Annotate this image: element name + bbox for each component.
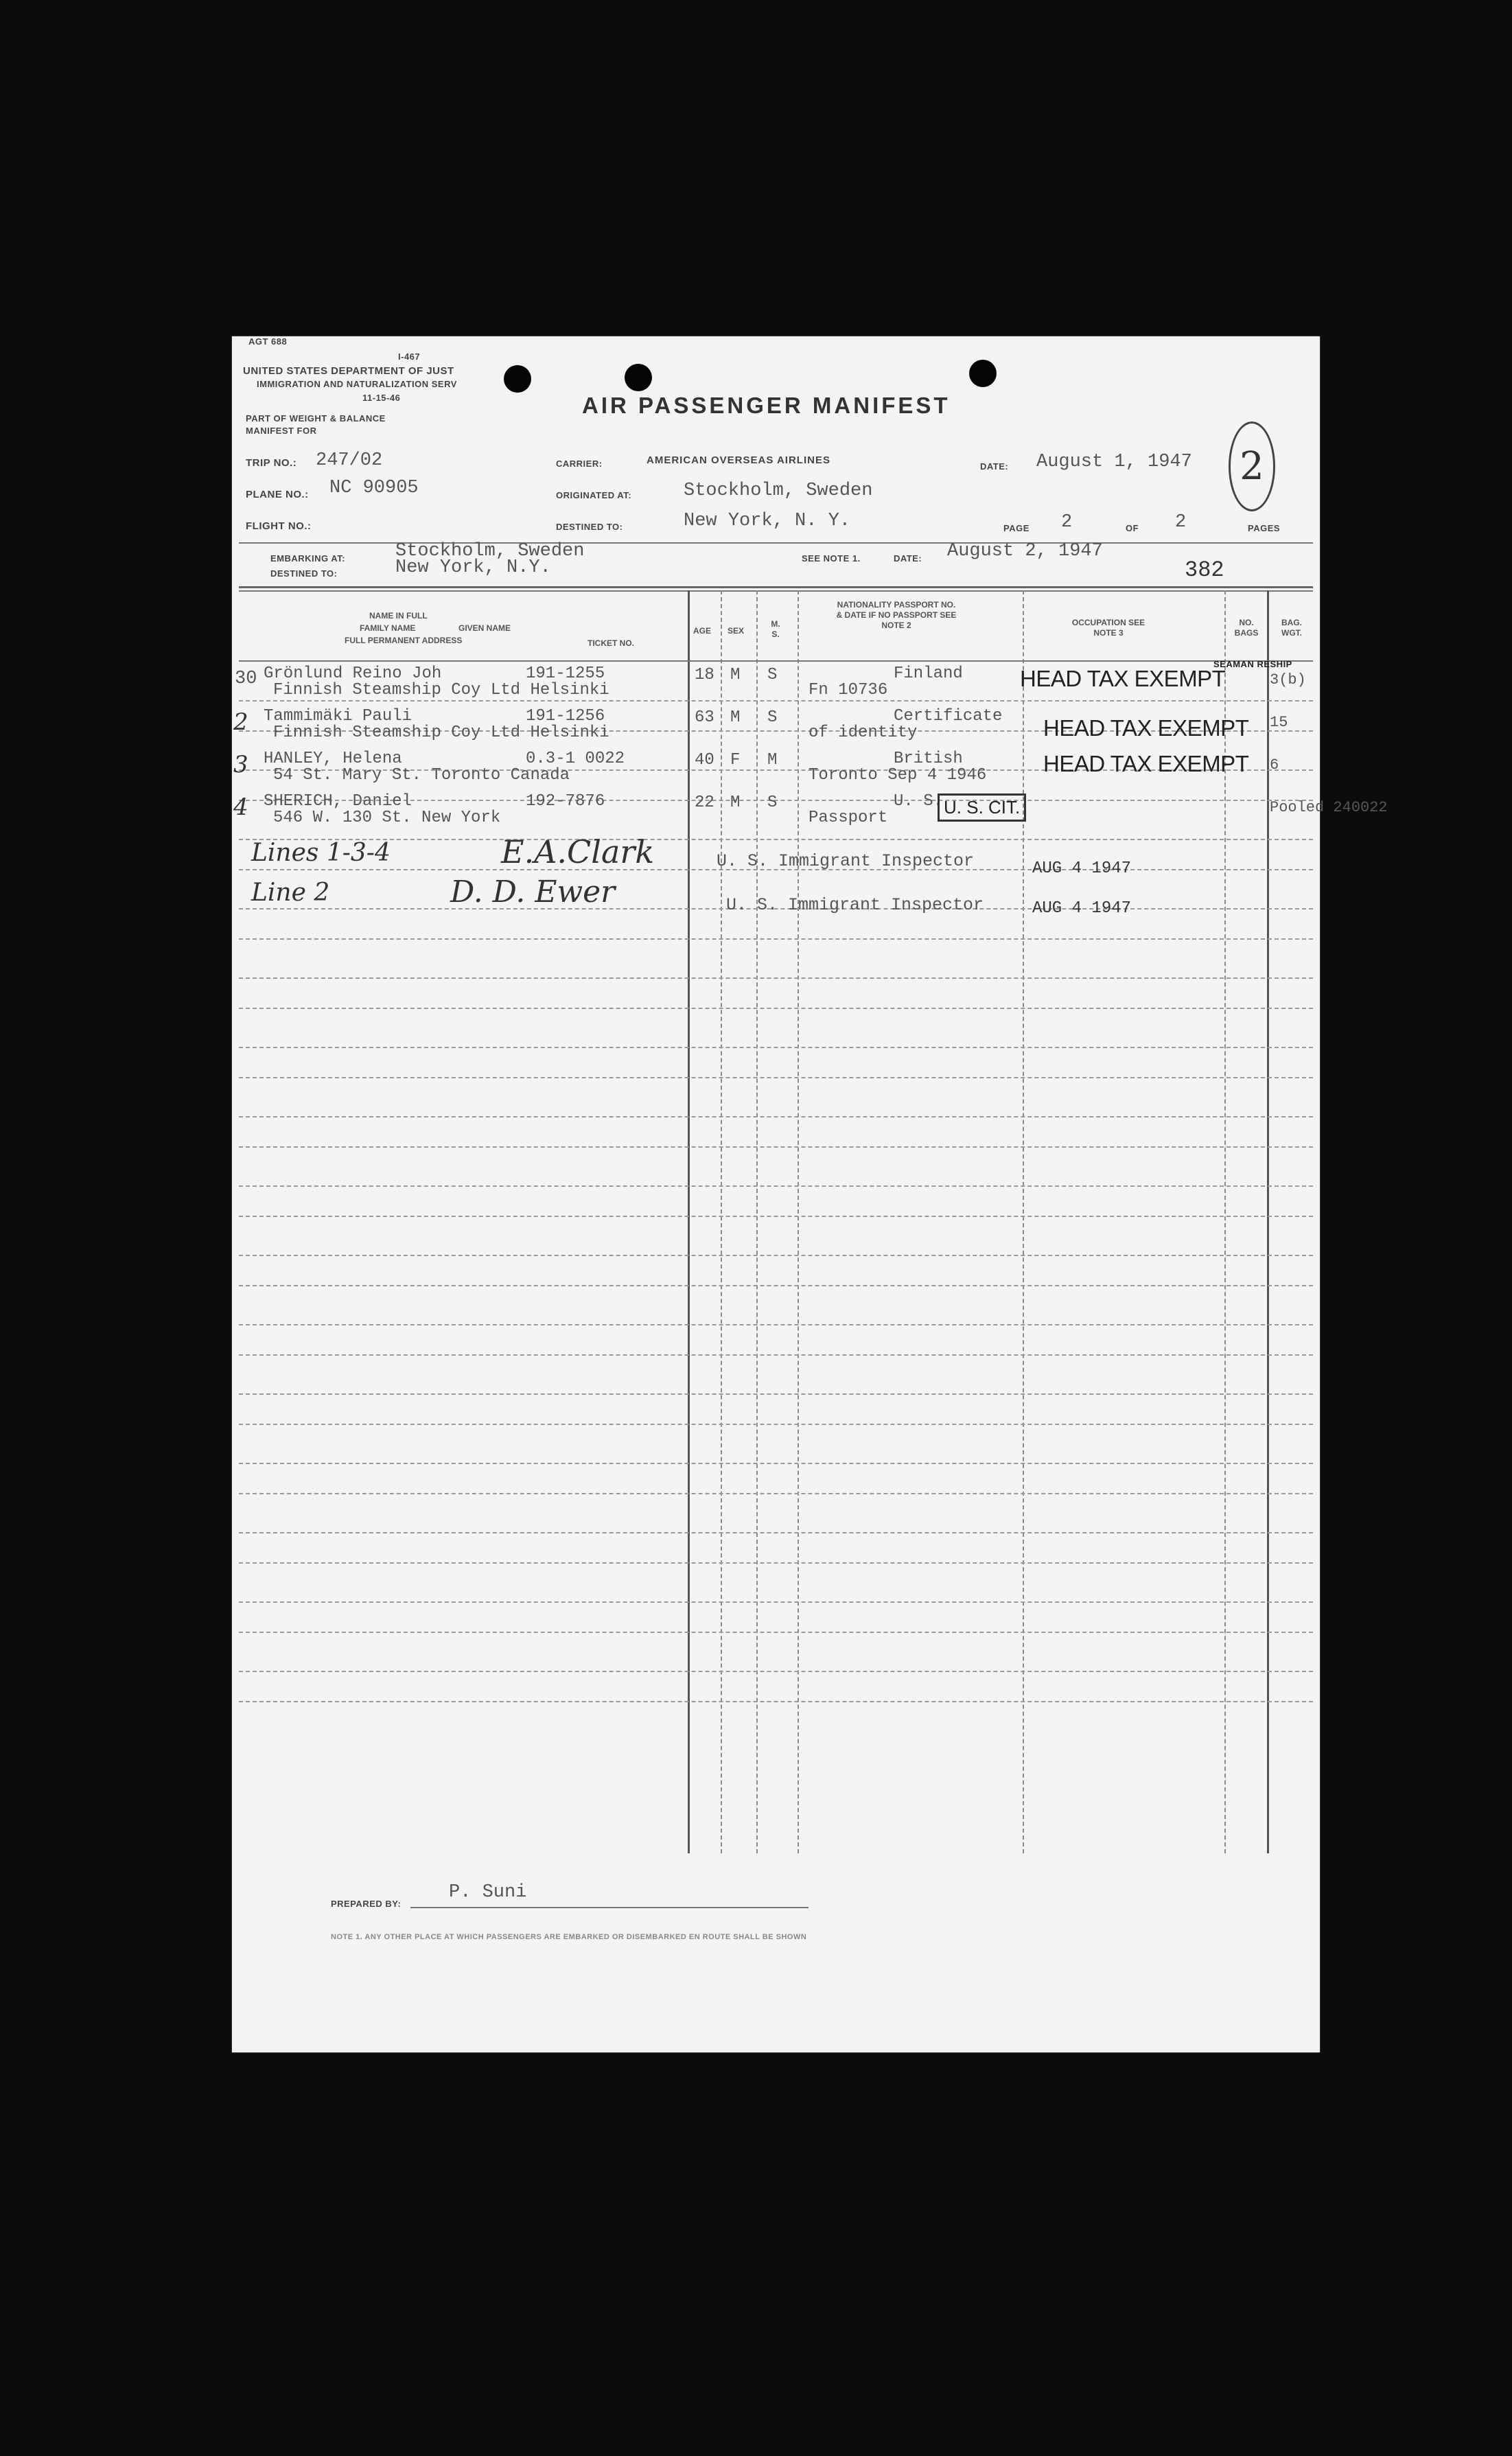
signature-lines-label: Line 2 — [251, 879, 330, 907]
column-rule — [721, 590, 722, 1853]
signature-inspector: D. D. Ewer — [450, 874, 616, 910]
row-line-mark: 3 — [233, 751, 248, 778]
row-bags: 15 — [1270, 714, 1288, 731]
date-label: DATE: — [980, 461, 1009, 472]
page-label: PAGE — [1003, 523, 1030, 533]
ruled-line — [239, 1255, 1313, 1256]
date2-value: August 2, 1947 — [947, 541, 1103, 561]
citizen-stamp: U. S. CIT. — [938, 793, 1026, 822]
table-top-rule — [239, 586, 1313, 588]
col-head-address: FULL PERMANENT ADDRESS — [345, 636, 463, 645]
row-age: 40 — [695, 751, 714, 769]
prepared-by-line — [410, 1907, 809, 1908]
column-rule — [1267, 590, 1269, 1853]
row-nationality: Finland — [894, 664, 963, 683]
col-head-name: NAME IN FULL — [369, 611, 428, 621]
row-marital: M — [767, 751, 778, 769]
ruled-line — [239, 1008, 1313, 1009]
ruled-line — [239, 1354, 1313, 1356]
column-rule — [1023, 590, 1024, 1853]
prepared-by-value: P. Suni — [449, 1882, 527, 1903]
manifest-sheet — [232, 336, 1388, 2052]
ruled-line — [239, 1285, 1313, 1286]
ruled-line — [239, 1077, 1313, 1078]
col-head-occupation: OCCUPATION SEE NOTE 3 — [1071, 618, 1145, 638]
see-note-label: SEE NOTE 1. — [802, 553, 861, 564]
date2-label: DATE: — [894, 553, 922, 564]
row-address: Finnish Steamship Coy Ltd Helsinki — [273, 723, 609, 742]
row-marital: S — [767, 708, 778, 727]
form-date: 11-15-46 — [362, 393, 401, 403]
row-bags: 6 — [1270, 756, 1279, 774]
weight-balance: PART OF WEIGHT & BALANCE — [246, 413, 386, 424]
flight-label: FLIGHT NO.: — [246, 520, 312, 532]
row-passport: of identity — [809, 723, 918, 742]
trip-value: 247/02 — [316, 450, 383, 471]
manifest-for: MANIFEST FOR — [246, 426, 317, 436]
row-name: Grönlund Reino Joh — [264, 664, 442, 683]
col-head-sex: SEX — [728, 626, 745, 636]
row-name: SHERICH, Daniel — [264, 792, 412, 811]
col-head-bags: NO. BAGS — [1234, 618, 1259, 638]
col-head-weight: BAG. WGT. — [1281, 618, 1302, 638]
destined-to-label: DESTINED TO: — [270, 568, 338, 579]
col-head-ms: M. S. — [771, 619, 780, 639]
row-sex: M — [730, 666, 741, 684]
punch-hole — [504, 365, 531, 393]
column-rule — [798, 590, 799, 1853]
row-marital: S — [767, 793, 778, 812]
header-bottom-rule — [239, 660, 1313, 662]
row-ticket: 191-1255 — [526, 664, 605, 683]
serial-number: 382 — [1185, 557, 1224, 583]
ruled-line — [239, 1601, 1313, 1603]
row-ticket: 192-7876 — [526, 792, 605, 811]
row-name: HANLEY, Helena — [264, 750, 402, 768]
row-nationality: Certificate — [894, 707, 1003, 726]
ruled-line — [239, 839, 1313, 840]
inspector-role: U. S. Immigrant Inspector — [717, 851, 975, 871]
row-age: 63 — [695, 708, 714, 727]
row-bags: 3(b) — [1270, 671, 1306, 688]
plane-value: NC 90905 — [329, 478, 419, 498]
originated-label: ORIGINATED AT: — [556, 490, 632, 500]
col-head-ticket: TICKET NO. — [588, 638, 634, 648]
row-address: 546 W. 130 St. New York — [273, 809, 501, 827]
footer-note: NOTE 1. ANY OTHER PLACE AT WHICH PASSENGERS ARE EMBARKED OR DISEMBARKED EN ROUTE SHALL BE SHOWN — [331, 1933, 807, 1941]
row-line-mark: 4 — [233, 793, 248, 821]
ruled-line — [239, 1532, 1313, 1533]
inspector-date: AUG 4 1947 — [1032, 859, 1132, 878]
page-title: AIR PASSENGER MANIFEST — [582, 393, 951, 418]
inspector-role: U. S. Immigrant Inspector — [726, 895, 984, 915]
col-head-nationality: NATIONALITY PASSPORT NO. & DATE IF NO PASSPORT SEE NOTE 2 — [836, 600, 957, 630]
column-rule — [1224, 590, 1226, 1853]
plane-label: PLANE NO.: — [246, 489, 309, 500]
pages-label: PAGES — [1248, 523, 1281, 533]
department: UNITED STATES DEPARTMENT OF JUST — [243, 365, 454, 377]
col-head-given: GIVEN NAME — [458, 623, 511, 633]
destined-value: New York, N. Y. — [684, 511, 851, 531]
row-sex: M — [730, 708, 741, 727]
row-name: Tammimäki Pauli — [264, 707, 412, 726]
signature-inspector: E.A.Clark — [501, 833, 655, 870]
row-sex: F — [730, 751, 741, 769]
row-passport: Fn 10736 — [809, 681, 888, 699]
destined-to-value: New York, N.Y. — [395, 557, 551, 578]
embarking-value: Stockholm, Sweden — [395, 541, 585, 561]
row-sex: M — [730, 793, 741, 812]
row-line-number: 30 — [235, 669, 257, 689]
head-tax-exempt-stamp: HEAD TAX EXEMPT — [1043, 751, 1249, 776]
ruled-line — [239, 1424, 1313, 1425]
ruled-line — [239, 1562, 1313, 1564]
ruled-line — [239, 700, 1313, 702]
embarking-label: EMBARKING AT: — [270, 553, 346, 564]
circled-page-number: 2 — [1229, 421, 1275, 511]
head-tax-exempt-stamp: HEAD TAX EXEMPT — [1020, 666, 1226, 691]
row-nationality: British — [894, 750, 963, 768]
ruled-line — [239, 938, 1313, 940]
punch-hole — [625, 364, 652, 391]
inspector-date: AUG 4 1947 — [1032, 899, 1132, 918]
form-number: I-467 — [398, 351, 421, 362]
column-rule — [688, 590, 690, 1853]
trip-label: TRIP NO.: — [246, 457, 297, 469]
col-head-family: FAMILY NAME — [360, 623, 416, 633]
destined-label: DESTINED TO: — [556, 522, 623, 532]
ruled-line — [239, 1116, 1313, 1117]
row-passport: Toronto Sep 4 1946 — [809, 766, 987, 785]
prepared-by-label: PREPARED BY: — [331, 1899, 402, 1909]
of-label: OF — [1126, 523, 1139, 533]
row-age: 18 — [695, 666, 714, 684]
ruled-line — [239, 1324, 1313, 1325]
row-address: Finnish Steamship Coy Ltd Helsinki — [273, 681, 609, 699]
ruled-line — [239, 1185, 1313, 1187]
ruled-line — [239, 1632, 1313, 1633]
row-bags: Pooled 240022 — [1270, 799, 1388, 816]
row-ticket: 191-1256 — [526, 707, 605, 726]
ruled-line — [239, 1216, 1313, 1217]
col-head-age: AGE — [693, 626, 712, 636]
form-code: AGT 688 — [248, 336, 288, 347]
ruled-line — [239, 977, 1313, 979]
punch-hole — [969, 360, 997, 387]
originated-value: Stockholm, Sweden — [684, 480, 873, 501]
row-ticket: 0.3-1 0022 — [526, 750, 625, 768]
seaman-stamp: SEAMAN RESHIP — [1213, 659, 1292, 669]
carrier-label: CARRIER: — [556, 459, 603, 469]
ruled-line — [239, 1463, 1313, 1464]
ruled-line — [239, 1146, 1313, 1148]
row-marital: S — [767, 666, 778, 684]
column-rule — [756, 590, 758, 1853]
ruled-line — [239, 1393, 1313, 1395]
head-tax-exempt-stamp: HEAD TAX EXEMPT — [1043, 715, 1249, 741]
ruled-line — [239, 1047, 1313, 1048]
ruled-line — [239, 1701, 1313, 1702]
ruled-line — [239, 1493, 1313, 1494]
of-value: 2 — [1175, 512, 1187, 533]
page-value: 2 — [1061, 512, 1073, 533]
ruled-line — [239, 1671, 1313, 1672]
carrier-value: AMERICAN OVERSEAS AIRLINES — [647, 454, 830, 466]
signature-lines-label: Lines 1-3-4 — [251, 839, 391, 867]
service: IMMIGRATION AND NATURALIZATION SERV — [257, 379, 457, 389]
row-age: 22 — [695, 793, 714, 812]
row-nationality: U. S. — [894, 792, 944, 811]
row-address: 54 St. Mary St. Toronto Canada — [273, 766, 570, 785]
row-line-mark: 2 — [233, 708, 248, 736]
table-top-rule — [239, 590, 1313, 592]
row-passport: Passport — [809, 809, 888, 827]
date-value: August 1, 1947 — [1036, 452, 1192, 472]
